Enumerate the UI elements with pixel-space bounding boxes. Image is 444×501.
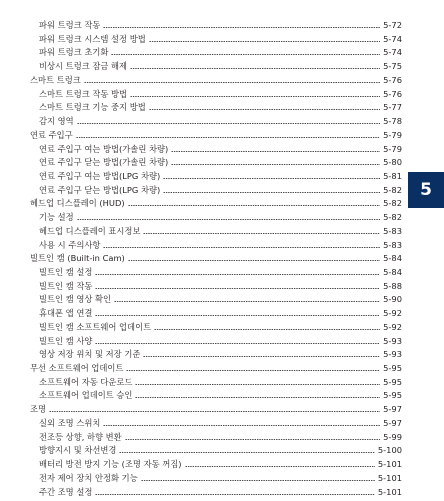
toc-entry-title: 빌트인 캠 (Built-in Cam)	[30, 253, 125, 264]
toc-entry-page: 5-79	[383, 129, 402, 140]
toc-entry-page: 5-82	[383, 198, 402, 209]
chapter-tab: 5	[408, 172, 444, 208]
dot-leader	[103, 247, 380, 248]
toc-entry-page: 5-79	[383, 143, 402, 154]
toc-section-entry[interactable]	[0, 194, 402, 208]
toc-entry-page: 5-76	[383, 74, 402, 85]
toc-entry-title: 헤드업 디스플레이 표시정보	[39, 225, 141, 236]
toc-entry-page: 5-77	[383, 102, 402, 113]
toc-entry[interactable]	[0, 222, 402, 236]
dot-leader	[141, 480, 375, 481]
toc-entry-page: 5-83	[383, 239, 402, 250]
toc-entry-page: 5-82	[383, 212, 402, 223]
dot-leader	[143, 233, 380, 234]
toc-entry-page: 5-75	[383, 61, 402, 72]
toc-entry-title: 기능 설정	[39, 212, 74, 223]
toc-entry-page: 5-100	[377, 445, 402, 456]
dot-leader	[95, 288, 380, 289]
toc-section-entry[interactable]	[0, 359, 402, 373]
dot-leader	[125, 439, 380, 440]
toc-entry[interactable]	[0, 167, 402, 181]
dot-leader	[103, 27, 380, 28]
toc-entry[interactable]	[0, 208, 402, 222]
toc-entry-title: 소프트웨어 업데이트 승인	[39, 390, 133, 401]
dot-leader	[77, 123, 380, 124]
toc-entry-page: 5-74	[383, 33, 402, 44]
toc-entry-page: 5-78	[383, 116, 402, 126]
dot-leader	[95, 343, 380, 344]
toc-entry-page: 5-90	[383, 294, 402, 305]
dot-leader	[143, 356, 380, 357]
dot-leader	[111, 54, 380, 55]
dot-leader	[163, 178, 380, 179]
toc-entry[interactable]	[0, 181, 402, 195]
toc-entry-page: 5-76	[383, 88, 402, 99]
toc-entry-page: 5-81	[383, 170, 402, 181]
dot-leader	[76, 137, 380, 138]
dot-leader	[135, 384, 380, 385]
toc-entry-page: 5-92	[383, 321, 402, 332]
toc-entry-title: 파워 트렁크 초기화	[39, 47, 109, 58]
toc-section-entry[interactable]	[0, 249, 402, 263]
toc-entry-page: 5-95	[383, 363, 402, 373]
toc-entry-title: 연료 주입구 여는 방법(LPG 차량)	[39, 170, 161, 181]
toc-entry-page: 5-92	[383, 308, 402, 319]
dot-leader	[114, 301, 380, 302]
toc-entry-title: 소프트웨어 자동 다운로드	[39, 376, 133, 387]
dot-leader	[154, 329, 380, 330]
toc-entry-title: 헤드업 디스플레이 (HUD)	[30, 198, 125, 209]
toc-entry[interactable]	[0, 455, 402, 469]
dot-leader	[95, 274, 380, 275]
toc-entry[interactable]	[0, 386, 402, 400]
toc-entry[interactable]	[0, 414, 402, 428]
toc-entry-title: 빌트인 캠 작동	[39, 280, 93, 291]
toc-entry-page: 5-83	[383, 225, 402, 236]
toc-entry-title: 빌트인 캠 영상 확인	[39, 294, 112, 305]
toc-entry[interactable]	[0, 16, 402, 30]
toc-entry-page: 5-74	[383, 47, 402, 58]
toc-entry-title: 사용 시 주의사항	[39, 239, 101, 250]
dot-leader	[149, 109, 380, 110]
toc-entry-title: 배터리 방전 방지 기능 (조명 자동 꺼짐)	[39, 459, 182, 469]
dot-leader	[128, 205, 381, 206]
toc-entry-title: 빌트인 캠 소프트웨어 업데이트	[39, 321, 152, 332]
toc-entry-page: 5-82	[383, 184, 402, 195]
toc-entry-title: 영상 저장 위치 및 저장 기준	[39, 349, 141, 360]
dot-leader	[84, 82, 380, 83]
toc-entry[interactable]	[0, 112, 402, 126]
toc-entry[interactable]	[0, 304, 402, 318]
toc-entry[interactable]	[0, 85, 402, 99]
dot-leader	[130, 68, 380, 69]
toc-entry-title: 스마트 트렁크 기능 중지 방법	[39, 102, 146, 113]
toc-entry[interactable]	[0, 43, 402, 57]
dot-leader	[128, 260, 380, 261]
toc-entry-title: 스마트 트렁크 작동 방법	[39, 88, 128, 99]
dot-leader	[171, 151, 380, 152]
toc-entry-page: 5-101	[377, 459, 402, 469]
toc-entry-page: 5-95	[383, 390, 402, 401]
toc-entry[interactable]	[0, 332, 402, 346]
toc-entry-title: 휴대폰 앱 연결	[39, 308, 93, 319]
toc-entry-page: 5-93	[383, 349, 402, 360]
toc-entry-page: 5-101	[377, 486, 402, 497]
toc-entry-page: 5-72	[383, 20, 402, 30]
dot-leader	[149, 41, 380, 42]
dot-leader	[103, 425, 380, 426]
toc-entry-title: 무선 소프트웨어 업데이트	[30, 363, 124, 373]
toc-entry[interactable]	[0, 236, 402, 250]
toc-entry-title: 연료 주입구 닫는 방법(가솔린 차량)	[39, 157, 169, 168]
toc-entry-title: 연료 주입구	[30, 129, 73, 140]
toc-entry[interactable]	[0, 57, 402, 71]
toc-entry-page: 5-93	[383, 335, 402, 346]
toc-entry-title: 전자 제어 장치 안정화 기능	[39, 472, 138, 483]
toc-entry-title: 스마트 트렁크	[30, 74, 81, 85]
toc-entry-page: 5-84	[383, 253, 402, 264]
dot-leader	[77, 219, 380, 220]
dot-leader	[130, 96, 380, 97]
toc-entry-title: 주간 조명 설정	[39, 486, 93, 497]
toc-entry[interactable]	[0, 428, 402, 442]
toc-entry-title: 빌트인 캠 설정	[39, 267, 93, 277]
toc-entry-title: 비상시 트렁크 잠금 해제	[39, 61, 128, 72]
toc-entry[interactable]	[0, 469, 402, 483]
toc-entry-title: 파워 트렁크 작동	[39, 20, 101, 30]
toc-entry-title: 감지 영역	[39, 116, 74, 126]
dot-leader	[163, 192, 380, 193]
toc-entry[interactable]	[0, 30, 402, 44]
toc-entry[interactable]	[0, 153, 402, 167]
toc-entry-page: 5-80	[383, 157, 402, 168]
dot-leader	[95, 494, 375, 495]
toc-entry[interactable]	[0, 277, 402, 291]
toc-entry[interactable]	[0, 98, 402, 112]
toc-entry-page: 5-99	[383, 431, 402, 442]
toc-entry[interactable]	[0, 290, 402, 304]
toc-entry-title: 연료 주입구 여는 방법(가솔린 차량)	[39, 143, 169, 154]
toc-entry[interactable]	[0, 345, 402, 359]
toc-entry-title: 방향지시 및 차선변경	[39, 445, 117, 456]
toc-entry[interactable]	[0, 318, 402, 332]
dot-leader	[171, 164, 380, 165]
toc-entry[interactable]	[0, 441, 402, 455]
toc-entry-page: 5-97	[383, 404, 402, 415]
toc-entry[interactable]	[0, 483, 402, 497]
toc-entry-page: 5-95	[383, 376, 402, 387]
dot-leader	[135, 397, 380, 398]
toc-entry-title: 조명	[30, 404, 47, 415]
toc-entry-title: 실외 조명 스위치	[39, 417, 101, 428]
toc-section-entry[interactable]	[0, 400, 402, 414]
dot-leader	[185, 466, 375, 467]
toc-entry-page: 5-88	[383, 280, 402, 291]
dot-leader	[95, 315, 380, 316]
toc-entry-page: 5-97	[383, 417, 402, 428]
toc-section-entry[interactable]	[0, 71, 402, 85]
toc-entry-title: 연료 주입구 닫는 방법(LPG 차량)	[39, 184, 161, 195]
toc-entry[interactable]	[0, 263, 402, 277]
toc-entry-title: 파워 트렁크 시스템 설정 방법	[39, 33, 146, 44]
toc-entry-title: 빌트인 캠 사양	[39, 335, 93, 346]
toc-entry-title: 전조등 상향, 하향 변환	[39, 431, 122, 442]
toc-entry-page: 5-84	[383, 267, 402, 277]
dot-leader	[49, 411, 380, 412]
toc-section-entry[interactable]	[0, 126, 402, 140]
toc-entry[interactable]	[0, 373, 402, 387]
dot-leader	[126, 370, 380, 371]
toc-entry-page: 5-101	[377, 472, 402, 483]
dot-leader	[119, 452, 374, 453]
toc-entry[interactable]	[0, 140, 402, 154]
